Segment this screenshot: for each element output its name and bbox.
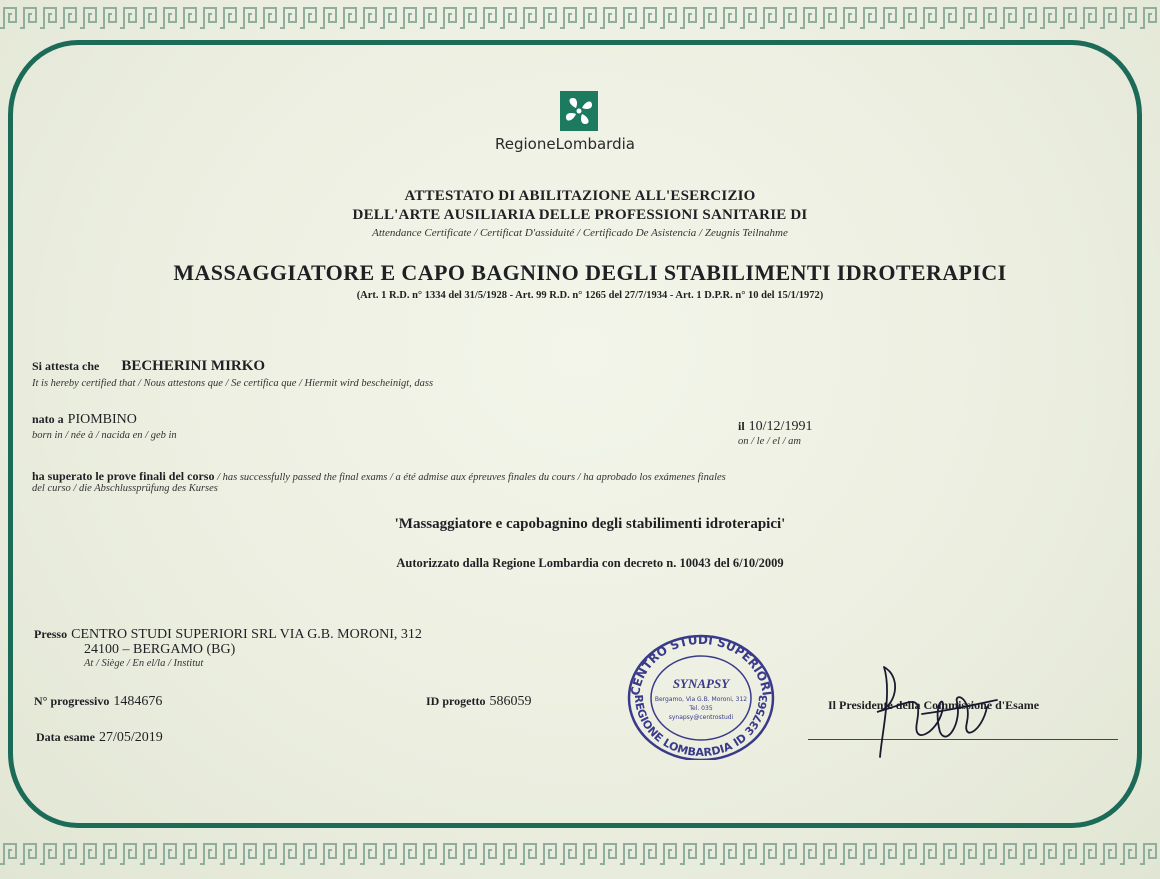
title-translations: Attendance Certificate / Certificat D'assiduité / Certificado De Asistencia / Zeugnis Teilnahme bbox=[372, 227, 788, 239]
logo-wordmark: RegioneLombardia bbox=[495, 135, 635, 153]
title-line-2: DELL'ARTE AUSILIARIA DELLE PROFESSIONI SANITARIE DI bbox=[352, 207, 808, 223]
born-translation: born in / née à / nacida en / geb in bbox=[32, 430, 177, 441]
president-label: Il Presidente della Commissione d'Esame bbox=[828, 698, 1040, 712]
progressivo-row bbox=[34, 692, 162, 710]
date-translation: on / le / el / am bbox=[738, 436, 801, 447]
stamp-line-1: Bergamo, Via G.B. Moroni, 312 bbox=[654, 696, 748, 703]
institute-stamp bbox=[621, 630, 781, 760]
passed-translation-1: / has successfully passed the final exams / a été admise aux épreuves finales du cours / ha aprobado los exámenes finales bbox=[214, 472, 726, 483]
svg-text:REGIONE LOMBARDIA ID 337563 bbox=[632, 694, 770, 759]
greek-key-border-bottom bbox=[0, 838, 1160, 868]
holder-name: BECHERINI MIRKO bbox=[121, 358, 266, 374]
stamp-ring-top: CENTRO STUDI SUPERIORI bbox=[628, 632, 774, 697]
id-label: ID progetto bbox=[426, 694, 486, 708]
course-name: 'Massaggiatore e capobagnino degli stabilimenti idroterapici' bbox=[394, 516, 786, 532]
authorization: Autorizzato dalla Regione Lombardia con decreto n. 10043 del 6/10/2009 bbox=[396, 556, 784, 570]
stamp-line-3: synapsy@centrostudi bbox=[668, 714, 734, 721]
progressivo-label: N° progressivo bbox=[34, 694, 110, 708]
presso-row bbox=[34, 625, 422, 643]
id-value: 586059 bbox=[489, 694, 532, 709]
greek-key-border-top bbox=[0, 2, 1160, 32]
handwritten-signature bbox=[862, 652, 1002, 762]
stamp-name: SYNAPSY bbox=[672, 676, 730, 691]
passed-label: ha superato le prove finali del corso bbox=[32, 469, 215, 483]
data-esame-row bbox=[36, 728, 163, 746]
attesta-label: Si attesta che bbox=[32, 359, 100, 373]
date-label: il bbox=[738, 419, 745, 433]
regione-lombardia-logo-icon bbox=[560, 91, 598, 131]
passed-translation-2: del curso / die Abschlussprüfung des Kurses bbox=[32, 483, 218, 494]
data-label: Data esame bbox=[36, 730, 95, 744]
progressivo-value: 1484676 bbox=[113, 694, 163, 709]
attesta-translation: It is hereby certified that / Nous attestons que / Se certifica que / Hiermit wird bescheinigt, dass bbox=[32, 378, 434, 389]
birthdate-row bbox=[738, 417, 812, 435]
attesta-row bbox=[32, 357, 265, 375]
birthdate: 10/12/1991 bbox=[748, 419, 813, 434]
birthplace: PIOMBINO bbox=[67, 412, 137, 427]
born-label: nato a bbox=[32, 412, 64, 426]
stamp-line-2: Tel. 035 bbox=[689, 705, 713, 712]
presso-label: Presso bbox=[34, 627, 68, 641]
legal-references: (Art. 1 R.D. n° 1334 del 31/5/1928 - Art. 99 R.D. n° 1265 del 27/7/1934 - Art. 1 D.P.R. n° 10 del 15/1/1972) bbox=[356, 290, 824, 301]
institute-line-2: 24100 – BERGAMO (BG) bbox=[84, 642, 236, 657]
born-row bbox=[32, 410, 137, 428]
profession-title: MASSAGGIATORE E CAPO BAGNINO DEGLI STABILIMENTI IDROTERAPICI bbox=[173, 260, 1007, 285]
id-progetto-row bbox=[426, 692, 531, 710]
data-value: 27/05/2019 bbox=[98, 730, 163, 745]
stamp-ring-bottom: REGIONE LOMBARDIA ID 337563 bbox=[631, 694, 771, 760]
at-translation: At / Siège / En el/la / Institut bbox=[84, 658, 204, 669]
title-line-1: ATTESTATO DI ABILITAZIONE ALL'ESERCIZIO bbox=[404, 188, 756, 204]
institute-line-1: CENTRO STUDI SUPERIORI SRL VIA G.B. MORONI, 312 bbox=[71, 627, 422, 642]
